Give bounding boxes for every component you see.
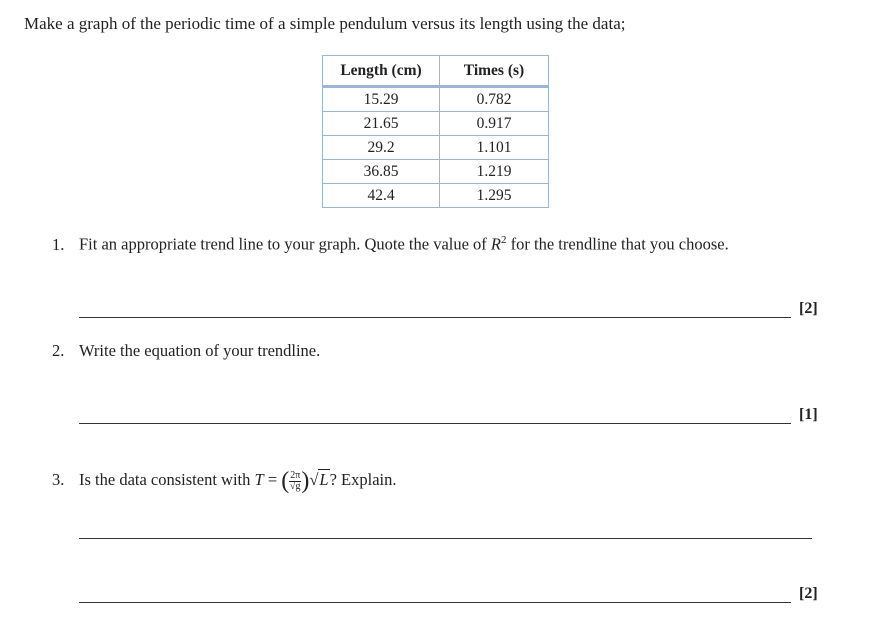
length-cell: 15.29 [323, 87, 440, 112]
r-exponent: 2 [501, 234, 507, 246]
answer-line[interactable] [79, 538, 812, 539]
length-cell: 29.2 [323, 136, 440, 160]
pendulum-data-table [322, 55, 549, 208]
time-cell: 1.219 [440, 160, 549, 184]
time-cell: 1.295 [440, 184, 549, 208]
answer-line[interactable] [79, 317, 791, 318]
marks-label: [1] [799, 406, 818, 423]
table-row [323, 160, 549, 184]
answer-line[interactable] [79, 423, 791, 424]
question-1 [52, 234, 729, 255]
formula-t: T [254, 470, 264, 489]
time-cell: 0.782 [440, 87, 549, 112]
column-header-length: Length (cm) [323, 56, 440, 87]
table-row [323, 87, 549, 112]
formula-denominator: √g [290, 480, 301, 492]
column-header-times: Times (s) [440, 56, 549, 87]
table-header-row [323, 56, 549, 87]
answer-line[interactable] [79, 602, 791, 603]
question-number: 1. [52, 234, 65, 254]
question-text-end: ? Explain. [329, 470, 397, 489]
time-cell: 1.101 [440, 136, 549, 160]
question-3 [52, 468, 397, 495]
question-text: Write the equation of your trendline. [79, 341, 321, 360]
formula-l: L [319, 470, 329, 489]
table-row [323, 184, 549, 208]
r-symbol: R [490, 234, 502, 254]
formula-open-paren: ( [281, 468, 290, 495]
formula-equals: = [263, 470, 282, 489]
question-2 [52, 341, 320, 361]
table-row [323, 112, 549, 136]
sqrt-symbol: √ [309, 470, 319, 489]
formula-close-paren: ) [301, 468, 310, 495]
question-text-end: for the trendline that you choose. [506, 234, 729, 254]
length-cell: 36.85 [323, 160, 440, 184]
marks-label: [2] [799, 585, 818, 602]
question-number: 3. [52, 470, 65, 489]
marks-label: [2] [799, 300, 818, 317]
length-cell: 42.4 [323, 184, 440, 208]
question-number: 2. [52, 341, 65, 360]
intro-text: Make a graph of the periodic time of a simple pendulum versus its length using the data; [24, 14, 626, 33]
formula-fraction [289, 471, 301, 492]
question-text: Fit an appropriate trend line to your graph. Quote the value of [79, 234, 491, 254]
time-cell: 0.917 [440, 112, 549, 136]
question-text: Is the data consistent with [79, 470, 255, 489]
formula-numerator: 2π [290, 469, 301, 481]
length-cell: 21.65 [323, 112, 440, 136]
table-row [323, 136, 549, 160]
